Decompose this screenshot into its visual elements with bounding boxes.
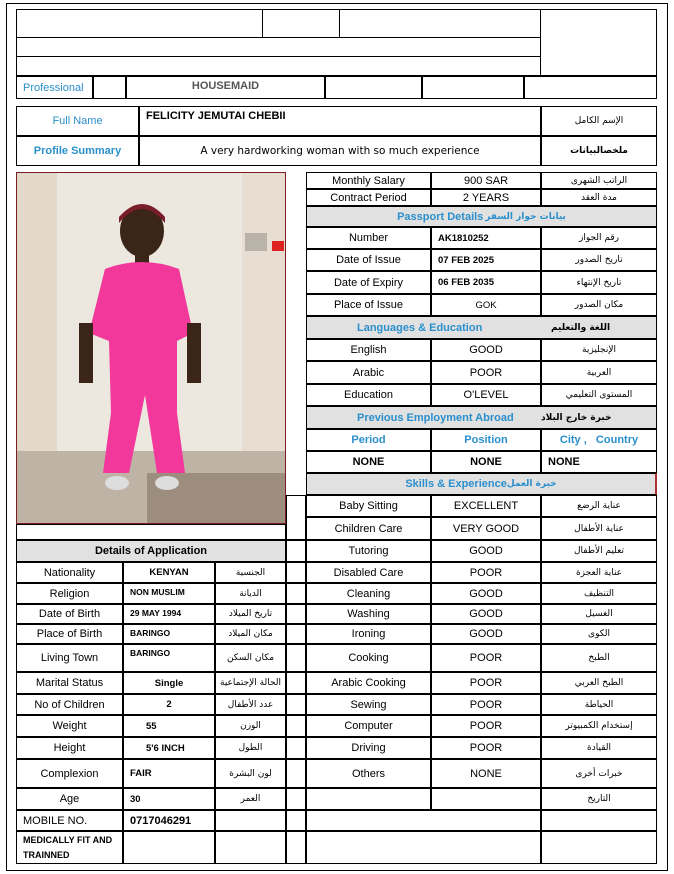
blank-cell: [306, 788, 431, 810]
blank-cell: [286, 495, 306, 540]
religion-ar: الديانة: [215, 583, 286, 604]
issue-date-label: Date of Issue: [306, 249, 431, 271]
nationality-ar: الجنسية: [215, 562, 286, 583]
skills-section-header: [306, 473, 657, 495]
education-label: Education: [306, 384, 431, 406]
living-town-ar: مكان السكن: [215, 644, 286, 672]
contract-period-value: 2 YEARS: [431, 189, 541, 206]
living-town-value: BARINGO: [123, 644, 215, 672]
skill-ar: الطبخ العربي: [541, 672, 657, 694]
weight-label: Weight: [16, 715, 123, 737]
english-value: GOOD: [431, 339, 541, 361]
issue-date-value: 07 FEB 2025: [431, 249, 541, 271]
employment-period-header: Period: [306, 429, 431, 451]
blank-cell: [286, 644, 306, 672]
dob-label: Date of Birth: [16, 604, 123, 624]
skill-label: Baby Sitting: [306, 495, 431, 517]
complexion-value: FAIR: [123, 759, 215, 788]
complexion-ar: لون البشرة: [215, 759, 286, 788]
skill-value: GOOD: [431, 540, 541, 562]
expiry-date-label: Date of Expiry: [306, 271, 431, 294]
applicant-photo: [16, 172, 286, 524]
profile-summary-label: Profile Summary: [16, 136, 139, 166]
employment-position-value: NONE: [431, 451, 541, 473]
skill-ar: عناية الرضع: [541, 495, 657, 517]
skill-value: GOOD: [431, 583, 541, 604]
profession-value: HOUSEMAID: [126, 76, 325, 99]
skill-label: Computer: [306, 715, 431, 737]
place-of-issue-label: Place of Issue: [306, 294, 431, 316]
blank-cell: [16, 524, 286, 540]
living-town-label: Living Town: [16, 644, 123, 672]
employment-position-header: Position: [431, 429, 541, 451]
dob-value: 29 MAY 1994: [123, 604, 215, 624]
profile-summary-ar: ملخصالبيانات: [541, 136, 657, 166]
expiry-date-ar: تاريخ الإنتهاء: [541, 271, 657, 294]
application-section-header: Details of Application: [16, 540, 286, 562]
passport-number-label: Number: [306, 227, 431, 249]
header-divider: [16, 37, 540, 38]
blank-cell: [286, 737, 306, 759]
date-ar: التاريخ: [541, 788, 657, 810]
skill-label: Arabic Cooking: [306, 672, 431, 694]
header-divider: [540, 9, 541, 76]
education-value: O'LEVEL: [431, 384, 541, 406]
profile-summary-value: A very hardworking woman with so much experience: [139, 136, 541, 166]
passport-title: Passport Details: [397, 210, 484, 223]
salary-label: Monthly Salary: [306, 172, 431, 189]
languages-title-ar: اللغة والتعليم: [551, 322, 611, 333]
place-of-birth-label: Place of Birth: [16, 624, 123, 644]
nationality-label: Nationality: [16, 562, 123, 583]
mobile-value: 0717046291: [123, 810, 215, 831]
complexion-label: Complexion: [16, 759, 123, 788]
blank-cell: [286, 583, 306, 604]
contract-period-label: Contract Period: [306, 189, 431, 206]
age-label: Age: [16, 788, 123, 810]
skill-label: Disabled Care: [306, 562, 431, 583]
arabic-value: POOR: [431, 361, 541, 384]
blank-cell: [325, 76, 422, 99]
skill-ar: إستخدام الكمبيوتر: [541, 715, 657, 737]
blank-cell: [286, 562, 306, 583]
skill-ar: القيادة: [541, 737, 657, 759]
height-label: Height: [16, 737, 123, 759]
arabic-ar: العربية: [541, 361, 657, 384]
skill-label: Others: [306, 759, 431, 788]
blank-cell: [286, 540, 306, 562]
skill-value: POOR: [431, 672, 541, 694]
skills-title-ar: خبرة العمل: [506, 479, 557, 489]
header-divider: [262, 9, 263, 37]
arabic-label: Arabic: [306, 361, 431, 384]
professional-label: Professional: [16, 76, 93, 99]
full-name-ar: الإسم الكامل: [541, 106, 657, 136]
employment-section-header: [306, 406, 657, 429]
passport-number-ar: رقم الجواز: [541, 227, 657, 249]
skill-label: Sewing: [306, 694, 431, 715]
skill-ar: التنظيف: [541, 583, 657, 604]
issue-date-ar: تاريخ الصدور: [541, 249, 657, 271]
skill-ar: تعليم الأطفال: [541, 540, 657, 562]
languages-section-header: [306, 316, 657, 339]
blank-cell: [286, 604, 306, 624]
employment-title: Previous Employment Abroad: [357, 411, 514, 424]
skill-label: Cooking: [306, 644, 431, 672]
header-divider: [339, 9, 340, 37]
skill-ar: الطبخ: [541, 644, 657, 672]
blank-cell: [286, 831, 306, 864]
blank-cell: [123, 831, 215, 864]
blank-cell: [541, 810, 657, 831]
english-label: English: [306, 339, 431, 361]
employment-title-ar: خبرة خارج البلاد: [541, 412, 612, 423]
skill-value: VERY GOOD: [431, 517, 541, 540]
employment-country-header: City , Country: [541, 429, 657, 451]
blank-cell: [541, 831, 657, 864]
blank-cell: [93, 76, 126, 99]
expiry-date-value: 06 FEB 2035: [431, 271, 541, 294]
full-name-value: FELICITY JEMUTAI CHEBII: [139, 106, 541, 136]
blank-cell: [286, 624, 306, 644]
education-ar: المستوى التعليمي: [541, 384, 657, 406]
nationality-value: KENYAN: [123, 562, 215, 583]
place-of-issue-ar: مكان الصدور: [541, 294, 657, 316]
skill-ar: عناية الأطفال: [541, 517, 657, 540]
contract-period-ar: مدة العقد: [541, 189, 657, 206]
height-ar: الطول: [215, 737, 286, 759]
blank-cell: [286, 788, 306, 810]
place-of-issue-value: GOK: [431, 294, 541, 316]
skill-label: Washing: [306, 604, 431, 624]
passport-title-ar: بيانات جواز السفر: [485, 211, 566, 222]
employment-period-value: NONE: [306, 451, 431, 473]
blank-cell: [524, 76, 657, 99]
skills-title: Skills & Experience: [405, 478, 507, 490]
place-of-birth-ar: مكان الميلاد: [215, 624, 286, 644]
salary-ar: الراتب الشهرى: [541, 172, 657, 189]
religion-value: NON MUSLIM: [123, 583, 215, 604]
blank-cell: [286, 672, 306, 694]
skill-value: GOOD: [431, 604, 541, 624]
skill-label: Cleaning: [306, 583, 431, 604]
english-ar: الإنجليزية: [541, 339, 657, 361]
mobile-label: MOBILE NO.: [16, 810, 123, 831]
height-value: 5'6 INCH: [123, 737, 215, 759]
religion-label: Religion: [16, 583, 123, 604]
photo-illustration: [17, 173, 286, 524]
blank-cell: [215, 831, 286, 864]
blank-cell: [286, 810, 306, 831]
skill-label: Children Care: [306, 517, 431, 540]
languages-title: Languages & Education: [357, 321, 483, 334]
dob-ar: تاريخ الميلاد: [215, 604, 286, 624]
employment-country-value: NONE: [541, 451, 657, 473]
skill-label: Ironing: [306, 624, 431, 644]
weight-value: 55: [123, 715, 215, 737]
passport-section-header: [306, 206, 657, 227]
salary-value: 900 SAR: [431, 172, 541, 189]
skill-ar: خبرات أخرى: [541, 759, 657, 788]
skill-value: POOR: [431, 694, 541, 715]
header-divider: [16, 56, 540, 57]
children-ar: عدد الأطفال: [215, 694, 286, 715]
skill-ar: عناية العجزة: [541, 562, 657, 583]
skill-ar: الحياطة: [541, 694, 657, 715]
weight-ar: الوزن: [215, 715, 286, 737]
full-name-label: Full Name: [16, 106, 139, 136]
passport-number-value: AK1810252: [431, 227, 541, 249]
skill-label: Tutoring: [306, 540, 431, 562]
skill-value: NONE: [431, 759, 541, 788]
blank-cell: [286, 759, 306, 788]
skill-value: GOOD: [431, 624, 541, 644]
age-value: 30: [123, 788, 215, 810]
place-of-birth-value: BARINGO: [123, 624, 215, 644]
marital-status-ar: الحالة الإجتماعية: [215, 672, 286, 694]
blank-cell: [215, 810, 286, 831]
children-label: No of Children: [16, 694, 123, 715]
blank-cell: [286, 694, 306, 715]
children-value: 2: [123, 694, 215, 715]
skill-ar: الكوى: [541, 624, 657, 644]
skill-value: POOR: [431, 737, 541, 759]
header-block: [16, 9, 657, 76]
blank-cell: [306, 810, 541, 831]
skill-value: POOR: [431, 562, 541, 583]
blank-cell: [431, 788, 541, 810]
skill-value: POOR: [431, 715, 541, 737]
medical-status: MEDICALLY FIT AND TRAINNED: [16, 831, 123, 864]
skill-ar: الغسيل: [541, 604, 657, 624]
blank-cell: [286, 715, 306, 737]
skill-label: Driving: [306, 737, 431, 759]
marital-status-value: Single: [123, 672, 215, 694]
blank-cell: [422, 76, 524, 99]
age-ar: العمر: [215, 788, 286, 810]
skill-value: POOR: [431, 644, 541, 672]
blank-cell: [306, 831, 541, 864]
marital-status-label: Marital Status: [16, 672, 123, 694]
skill-value: EXCELLENT: [431, 495, 541, 517]
